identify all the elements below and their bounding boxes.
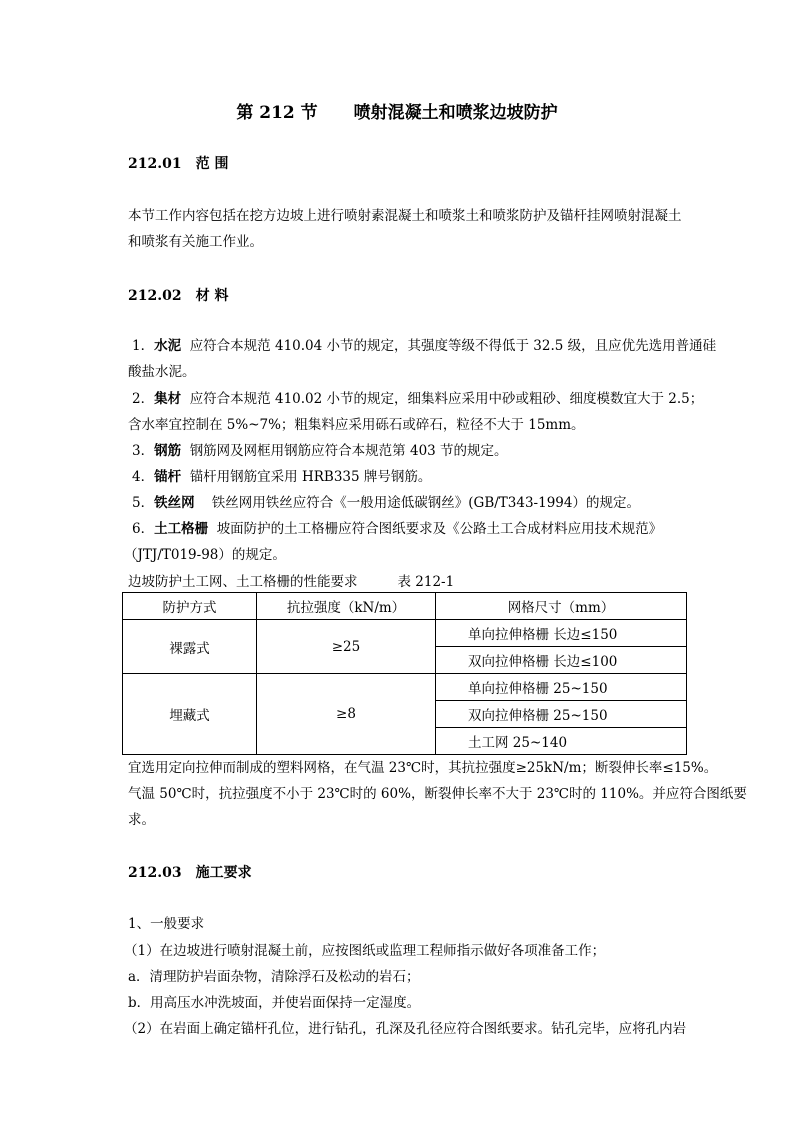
geogrid-spec-table [122,592,687,755]
requirement-line: 1、一般要求 [128,916,205,932]
table-cell-mesh: 土工网 25~140 [436,728,687,755]
heading-text: 材 料 [195,288,229,304]
section-title [0,98,794,123]
table-header-cell: 防护方式 [123,593,257,620]
material-item-aggregate-cont: 含水率宜控制在 5%~7%；粗集料应采用砾石或碎石，粒径不大于 15mm。 [128,417,585,433]
scope-paragraph-line2: 和喷浆有关施工作业。 [128,234,263,250]
table-header-cell: 抗拉强度（kN/m） [257,593,436,620]
table-row [123,620,687,647]
material-item-cement: 1．水泥 应符合本规范 410.04 小节的规定，其强度等级不得低于 32.5 级，且应优先选用普通硅 [132,338,717,354]
note-line3: 求。 [128,812,155,828]
table-cell-strength: ≥8 [257,674,436,755]
section-title-text: 喷射混凝土和喷浆边坡防护 [353,103,558,123]
table-cell-mesh: 单向拉伸格栅 长边≤150 [436,620,687,647]
table-header-row [123,593,687,620]
table-cell-mesh: 双向拉伸格栅 长边≤100 [436,647,687,674]
heading-text: 施工要求 [195,865,252,881]
material-item-geogrid: 6．土工格栅 坡面防护的土工格栅应符合图纸要求及《公路土工合成材料应用技术规范》 [132,521,663,537]
table-cell-type: 埋藏式 [123,674,257,755]
material-item-anchor: 4．锚杆 锚杆用钢筋宜采用 HRB335 牌号钢筋。 [132,469,432,485]
table-caption-text: 边坡防护土工网、土工格栅的性能要求 [128,574,358,590]
table-cell-type: 裸露式 [123,620,257,674]
heading-212-01 [128,153,228,173]
material-item-cement-cont: 酸盐水泥。 [128,364,196,380]
heading-212-03 [128,862,252,882]
section-number: 第 212 节 [236,103,318,123]
requirement-line: （1）在边坡进行喷射混凝土前，应按图纸或监理工程师指示做好各项准备工作； [124,943,606,959]
heading-text: 范 围 [195,156,229,172]
requirement-line: b．用高压水冲洗坡面，并使岩面保持一定湿度。 [128,995,421,1011]
note-line2: 气温 50℃时，抗拉强度不小于 23℃时的 60%，断裂伸长率不大于 23℃时的 110%。并应符合图纸要 [128,786,747,802]
requirement-line: a．清理防护岩面杂物，清除浮石及松动的岩石； [128,969,420,985]
requirement-line: （2）在岩面上确定锚杆孔位，进行钻孔，孔深及孔径应符合图纸要求。钻孔完毕，应将孔内岩 [124,1021,687,1037]
table-cell-mesh: 单向拉伸格栅 25~150 [436,674,687,701]
material-item-rebar: 3．钢筋 钢筋网及网框用钢筋应符合本规范第 403 节的规定。 [132,443,508,459]
table-cell-mesh: 双向拉伸格栅 25~150 [436,701,687,728]
heading-number: 212.03 [128,865,182,881]
material-item-wire-mesh: 5．铁丝网 铁丝网用铁丝应符合《一般用途低碳钢丝》(GB/T343-1994）的规定。 [132,495,640,511]
heading-212-02 [128,285,228,305]
heading-number: 212.02 [128,288,182,304]
table-cell-strength: ≥25 [257,620,436,674]
material-item-geogrid-cont: （JTJ/T019-98）的规定。 [124,547,286,563]
material-item-aggregate: 2．集材 应符合本规范 410.02 小节的规定，细集料应采用中砂或粗砂、细度模数宜大于 2.5； [132,391,704,407]
heading-number: 212.01 [128,156,182,172]
note-line1: 宜选用定向拉伸而制成的塑料网格，在气温 23℃时，其抗拉强度≥25kN/m；断裂伸长率≤15%。 [128,760,718,776]
table-header-cell: 网格尺寸（mm） [436,593,687,620]
table-number: 表 212-1 [397,574,455,590]
scope-paragraph-line1: 本节工作内容包括在挖方边坡上进行喷射素混凝土和喷浆土和喷浆防护及锚杆挂网喷射混凝土 [128,208,682,224]
table-row [123,674,687,701]
table-caption [128,570,454,590]
